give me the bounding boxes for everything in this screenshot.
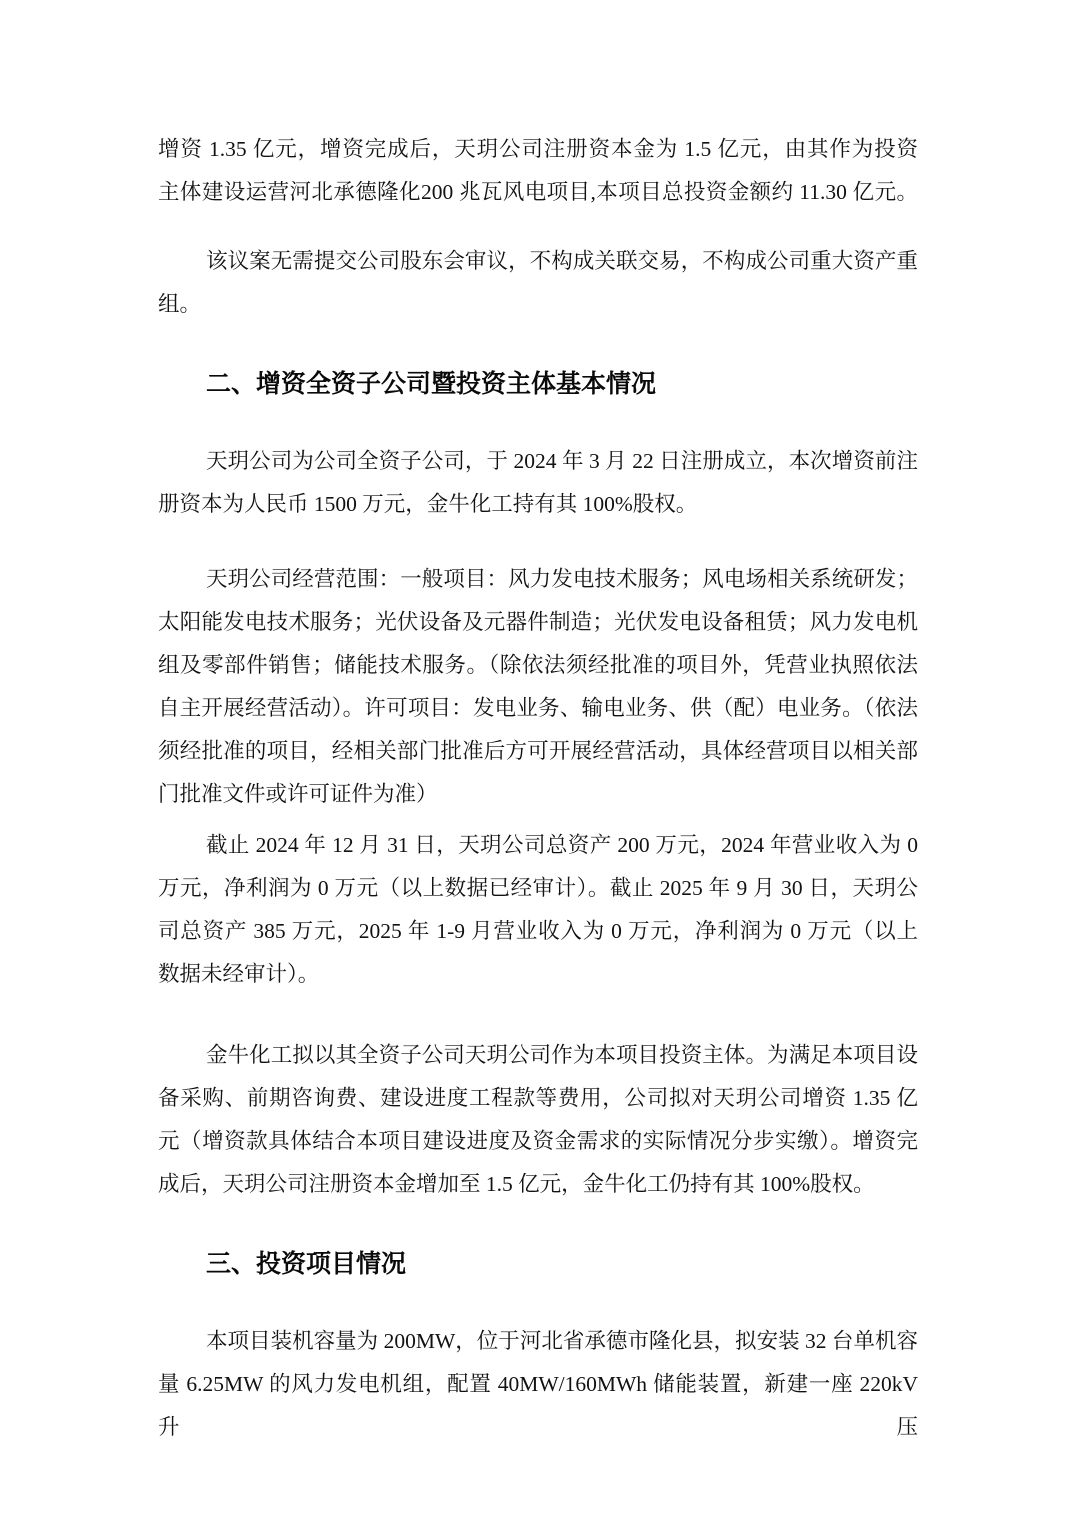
paragraph bbox=[158, 128, 918, 214]
document-line: 太阳能发电技术服务；光伏设备及元器件制造；光伏发电设备租赁；风力发电机 bbox=[158, 610, 918, 634]
document-line: 本项目装机容量为 200MW，位于河北省承德市隆化县，拟安装 32 台单机容 bbox=[206, 1329, 918, 1353]
paragraph bbox=[158, 440, 918, 526]
document-line: 天玥公司为公司全资子公司，于 2024 年 3 月 22 日注册成立，本次增资前注 bbox=[206, 449, 918, 473]
document-line: 须经批准的项目，经相关部门批准后方可开展经营活动，具体经营项目以相关部 bbox=[158, 739, 918, 763]
section-heading: 三、投资项目情况 bbox=[206, 1250, 407, 1278]
document-line: 司总资产 385 万元，2025 年 1-9 月营业收入为 0 万元，净利润为 0 万元（以上 bbox=[158, 919, 918, 943]
paragraph bbox=[158, 824, 918, 996]
document-line: 组及零部件销售；储能技术服务。（除依法须经批准的项目外，凭营业执照依法 bbox=[158, 653, 918, 677]
document-line: 门批准文件或许可证件为准） bbox=[158, 782, 438, 806]
paragraph bbox=[158, 1320, 918, 1449]
paragraph bbox=[158, 240, 918, 326]
paragraph bbox=[158, 1034, 918, 1206]
document-line: 天玥公司经营范围：一般项目：风力发电技术服务；风电场相关系统研发； bbox=[206, 567, 918, 591]
document-line: 数据未经审计）。 bbox=[158, 962, 320, 986]
document-line: 量 6.25MW 的风力发电机组，配置 40MW/160MWh 储能装置，新建一座 220kV 升压 bbox=[158, 1372, 918, 1439]
document-line: 自主开展经营活动）。许可项目：发电业务、输电业务、供（配）电业务。（依法 bbox=[158, 696, 918, 720]
document-line: 元（增资款具体结合本项目建设进度及资金需求的实际情况分步实缴）。增资完 bbox=[158, 1129, 918, 1153]
document-line: 备采购、前期咨询费、建设进度工程款等费用，公司拟对天玥公司增资 1.35 亿 bbox=[158, 1086, 918, 1110]
document-line: 册资本为人民币 1500 万元，金牛化工持有其 100%股权。 bbox=[158, 492, 698, 516]
document-line: 截止 2024 年 12 月 31 日，天玥公司总资产 200 万元，2024 年营业收入为 0 bbox=[206, 833, 918, 857]
document-line: 该议案无需提交公司股东会审议，不构成关联交易，不构成公司重大资产重 bbox=[206, 249, 918, 273]
document-line: 组。 bbox=[158, 292, 202, 316]
document-line: 主体建设运营河北承德隆化200 兆瓦风电项目,本项目总投资金额约 11.30 亿元。 bbox=[158, 180, 918, 204]
document-line: 金牛化工拟以其全资子公司天玥公司作为本项目投资主体。为满足本项目设 bbox=[206, 1043, 918, 1067]
section-heading: 二、增资全资子公司暨投资主体基本情况 bbox=[206, 370, 657, 398]
document-line: 成后，天玥公司注册资本金增加至 1.5 亿元，金牛化工仍持有其 100%股权。 bbox=[158, 1172, 875, 1196]
document-line: 增资 1.35 亿元，增资完成后，天玥公司注册资本金为 1.5 亿元，由其作为投资 bbox=[158, 137, 918, 161]
paragraph bbox=[158, 558, 918, 816]
document-line: 万元，净利润为 0 万元（以上数据已经审计）。截止 2025 年 9 月 30 日，天玥公 bbox=[158, 876, 918, 900]
